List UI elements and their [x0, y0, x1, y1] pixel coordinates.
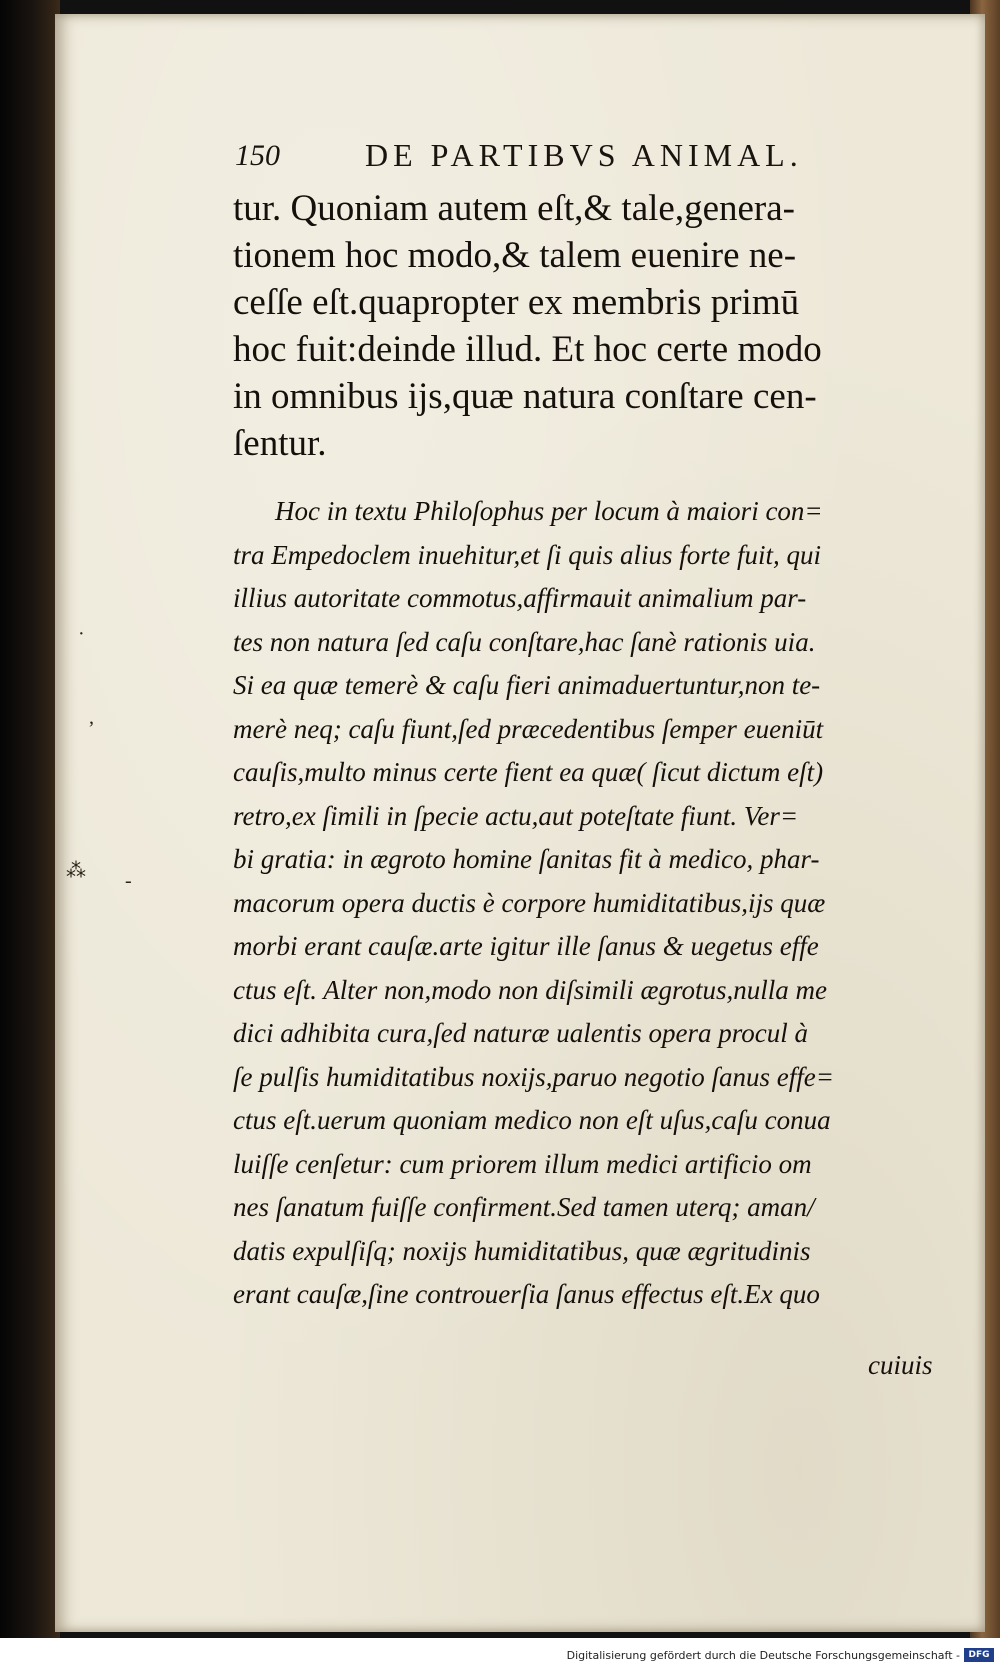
running-head: DE PARTIBVS ANIMAL.: [365, 137, 803, 173]
text-line: ceſſe eſt.quapropter ex membris primū: [233, 282, 800, 323]
commentary-line: cauſis,multo minus certe fient ea quæ( ſicut dictum eſt): [233, 757, 824, 787]
margin-speck: -: [125, 870, 132, 892]
commentary-line: ſe pulſis humiditatibus noxijs,paruo negotio ſanus effe=: [233, 1061, 834, 1092]
commentary-line: dici adhibita cura,ſed naturæ ualentis opera procul à: [233, 1018, 808, 1048]
commentary-line: Si ea quæ temerè & caſu fieri animaduertuntur,non te-: [233, 670, 821, 700]
commentary-line: morbi erant cauſæ.arte igitur ille ſanus & uegetus effe: [233, 931, 819, 961]
commentary-line: macorum opera ductis è corpore humiditatibus,ijs quæ: [233, 887, 826, 918]
commentary-line: ctus eſt.uerum quoniam medico non eſt uſus,caſu conua: [233, 1105, 831, 1135]
margin-speck: ·: [78, 623, 85, 645]
commentary-line: bi gratia: in ægroto homine ſanitas fit à medico, phar-: [233, 844, 820, 874]
text-line: tionem hoc modo,& talem euenire ne-: [233, 235, 797, 276]
book-spine-edge: [0, 0, 60, 1668]
page-header: [235, 137, 895, 177]
text-line: in omnibus ijs,quæ natura conſtare cen-: [233, 376, 817, 417]
commentary-line: tra Empedoclem inuehitur,et ſi quis alius forte fuit, qui: [233, 539, 821, 570]
dfg-logo[interactable]: DFG: [964, 1648, 994, 1662]
digitization-footer: [0, 1638, 1000, 1668]
margin-speck: ⁂: [66, 860, 86, 882]
commentary-line: erant cauſæ,ſine controuerſia ſanus effectus eſt.Ex quo: [233, 1279, 820, 1309]
commentary-line: luiſſe cenſetur: cum priorem illum medici artificio om: [233, 1148, 812, 1179]
text-line: ſentur.: [233, 423, 327, 464]
commentary-line: retro,ex ſimili in ſpecie actu,aut poteſtate fiunt. Ver=: [233, 800, 799, 831]
catchword: cuiuis: [868, 1350, 933, 1380]
commentary-line: nes ſanatum fuiſſe confirment.Sed tamen uterq; aman/: [233, 1192, 815, 1222]
commentary-line: Hoc in textu Philoſophus per locum à maiori con=: [275, 496, 823, 526]
page-number: 150: [235, 139, 280, 172]
aristotle-text-block: [233, 185, 933, 467]
text-line: tur. Quoniam autem eſt,& tale,genera-: [233, 188, 795, 229]
commentary-line: datis expulſiſq; noxijs humiditatibus, quæ ægritudinis: [233, 1235, 811, 1266]
text-line: hoc fuit:deinde illud. Et hoc certe modo: [233, 329, 822, 370]
commentary-line: ctus eſt. Alter non,modo non diſsimili ægrotus,nulla me: [233, 974, 827, 1005]
attribution-text: Digitalisierung gefördert durch die Deutsche Forschungsgemeinschaft -: [566, 1649, 960, 1662]
commentary-line: illius autoritate commotus,affirmauit animalium par-: [233, 583, 807, 613]
commentary-line: tes non natura ſed caſu conſtare,hac ſanè rationis uia.: [233, 626, 816, 657]
commentary-line: merè neq; caſu fiunt,ſed præcedentibus ſemper eueniūt: [233, 713, 824, 744]
commentary-block: [233, 490, 933, 1317]
margin-speck: ʼ: [88, 718, 95, 740]
